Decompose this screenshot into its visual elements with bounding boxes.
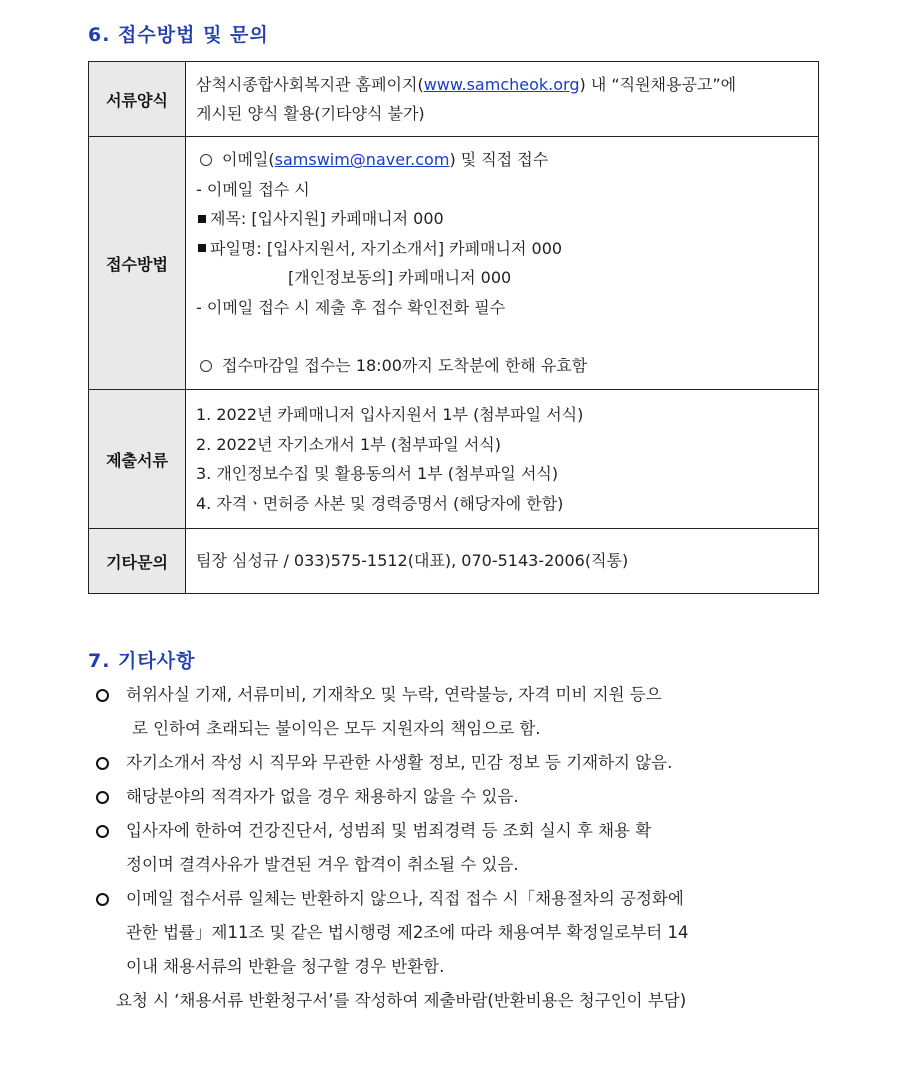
row-content [186,62,819,137]
row-label: 제출서류 [89,390,186,529]
application-info-table [88,61,819,594]
section-6-title: 6. 접수방법 및 문의 [88,24,269,46]
circle-bullet-icon [96,757,109,770]
row-label: 서류양식 [89,62,186,137]
contact-text: 팀장 심성규 / 033)575-1512(대표), 070-5143-2006(직통) [196,551,629,571]
text: ) 내 “직원채용공고”에 [579,74,737,94]
note-line: 자기소개서 작성 시 직무와 무관한 사생활 정보, 민감 정보 등 기재하지 않음. [126,753,673,772]
return-request-note: 요청 시 ‘채용서류 반환청구서’를 작성하여 제출바람(반환비용은 청구인이 부담) [116,991,687,1010]
text: [개인정보동의] 카페매니저 000 [288,268,512,288]
circle-bullet-icon [200,154,212,166]
table-row [89,529,819,594]
notes-list [96,678,836,1018]
list-item [96,746,836,780]
email-link[interactable]: samswim@naver.com [274,150,450,170]
text: - 이메일 접수 시 제출 후 접수 확인전화 필수 [196,297,506,317]
table-row [89,137,819,390]
row-label: 접수방법 [89,137,186,390]
table-row [89,62,819,137]
row-content [186,137,819,390]
table-row [89,390,819,529]
note-line: 정이며 결격사유가 발견된 겨우 합격이 취소될 수 있음. [126,855,519,874]
note-line: 로 인하여 초래되는 불이익은 모두 지원자의 책임으로 함. [132,719,541,738]
note-line: 이메일 접수서류 일체는 반환하지 않으나, 직접 접수 시「채용절차의 공정화에 [126,889,684,908]
row-content [186,529,819,594]
square-bullet-icon [198,244,206,252]
note-line: 입사자에 한하여 건강진단서, 성범죄 및 범죄경력 등 조회 실시 후 채용 확 [126,821,652,840]
list-item [96,780,836,814]
text: 삼척시종합사회복지관 홈페이지( [196,74,424,94]
list-item: 1. 2022년 카페매니저 입사지원서 1부 (첨부파일 서식) [196,405,584,424]
note-line: 관한 법률」제11조 및 같은 법시행령 제2조에 따라 채용여부 확정일로부터 14 [126,923,689,942]
text: 접수마감일 접수는 18:00까지 도착분에 한해 유효함 [222,356,588,376]
circle-bullet-icon [200,360,212,372]
row-label: 기타문의 [89,529,186,594]
circle-bullet-icon [96,893,109,906]
circle-bullet-icon [96,825,109,838]
text: - 이메일 접수 시 [196,179,310,199]
section-7-title: 7. 기타사항 [88,650,196,672]
list-item: 2. 2022년 자기소개서 1부 (첨부파일 서식) [196,434,502,454]
circle-bullet-icon [96,791,109,804]
list-item [96,678,836,746]
note-line: 이내 채용서류의 반환을 청구할 경우 반환함. [126,957,445,976]
row-content [186,390,819,529]
note-line: 허위사실 기재, 서류미비, 기재착오 및 누락, 연락불능, 자격 미비 지원 등으 [126,685,662,704]
text: 파일명: [입사지원서, 자기소개서] 카페매니저 000 [210,238,563,258]
text: 제목: [입사지원] 카페매니저 000 [210,209,444,229]
square-bullet-icon [198,215,206,223]
list-item: 4. 자격ㆍ면허증 사본 및 경력증명서 (해당자에 한함) [196,493,564,513]
list-item: 3. 개인정보수집 및 활용동의서 1부 (첨부파일 서식) [196,464,559,483]
note-line: 해당분야의 적격자가 없을 경우 채용하지 않을 수 있음. [126,787,519,806]
text: 이메일( [222,150,275,170]
list-item [96,882,836,984]
list-item [96,814,836,882]
circle-bullet-icon [96,689,109,702]
homepage-link[interactable]: www.samcheok.org [423,74,580,94]
text: ) 및 직접 접수 [449,150,549,170]
text: 게시된 양식 활용(기타양식 불가) [196,104,425,123]
